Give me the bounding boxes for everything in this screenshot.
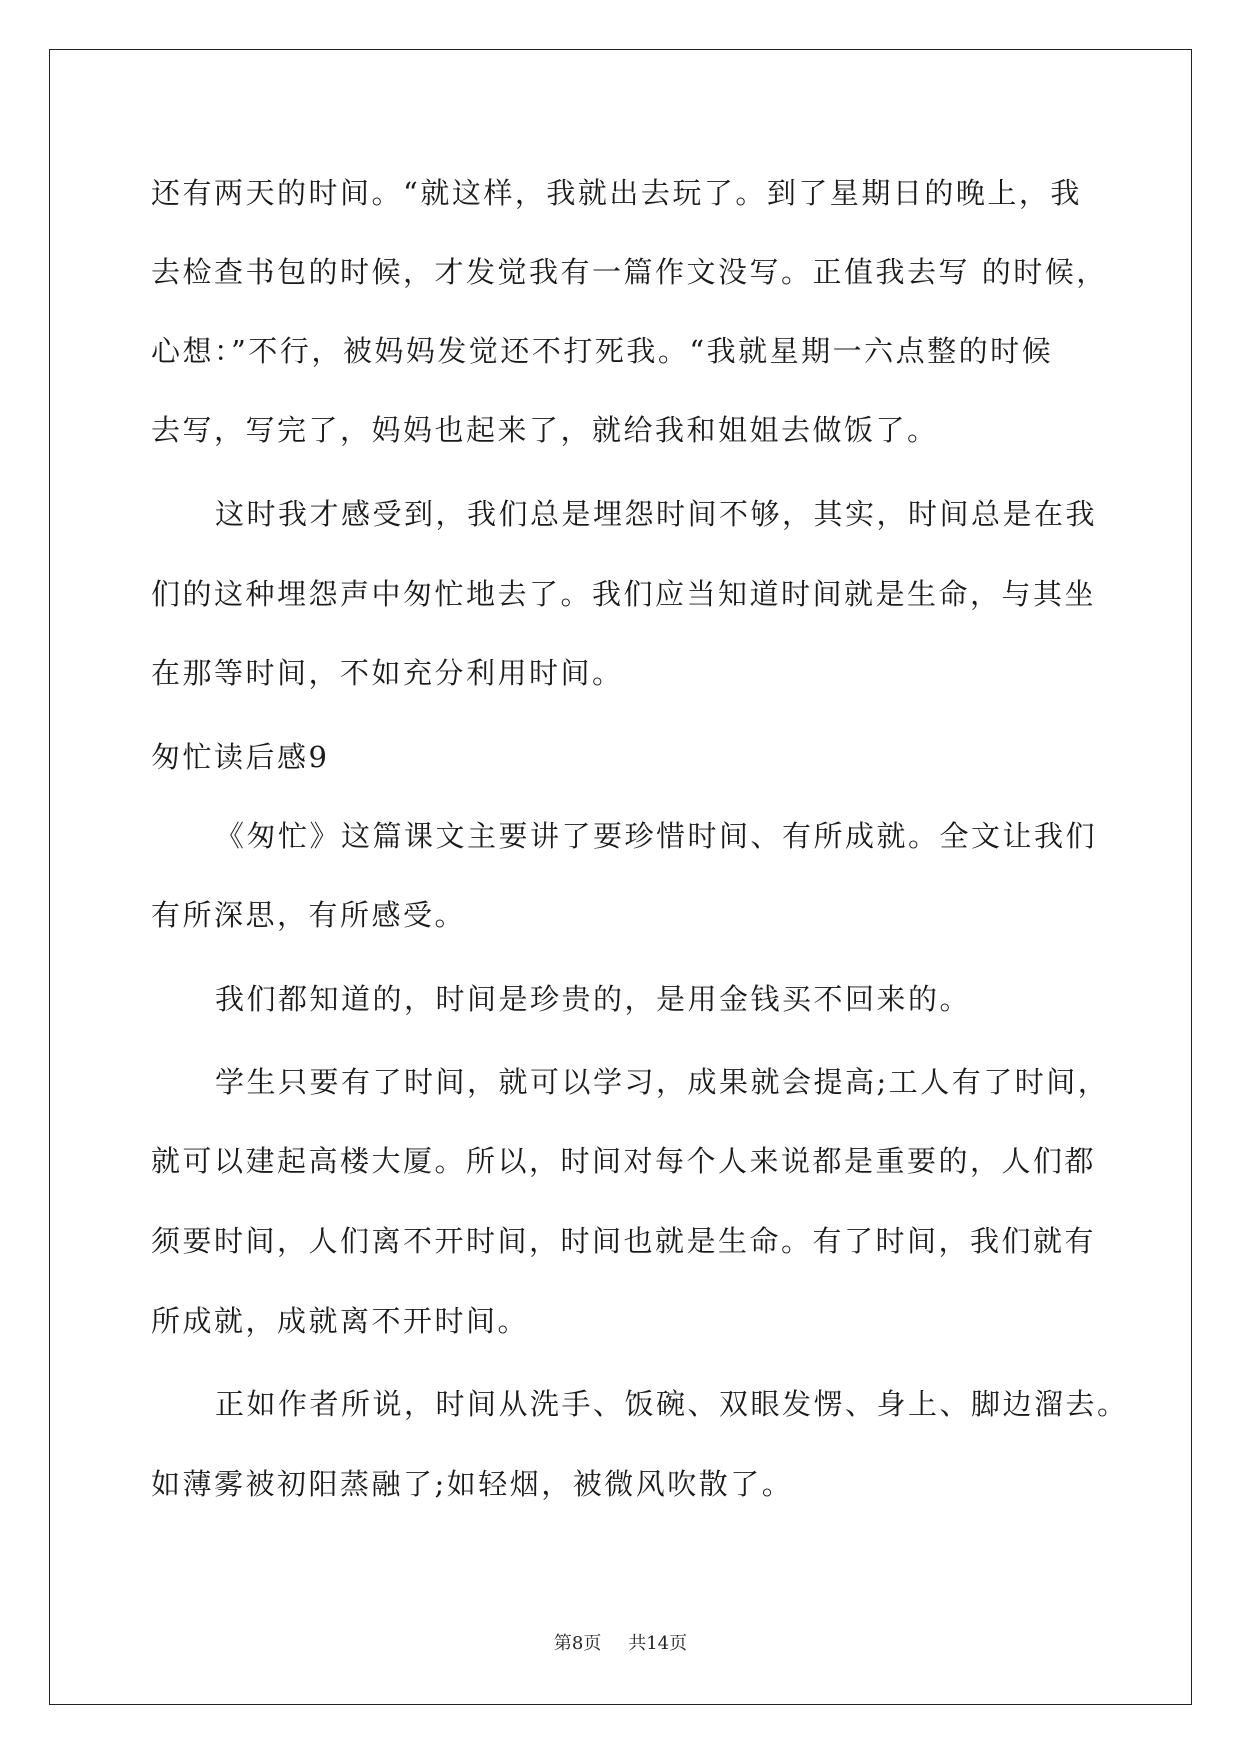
paragraph-start-line: 这时我才感受到，我们总是埋怨时间不够，其实，时间总是在我 bbox=[215, 497, 1098, 531]
text-line: 们的这种埋怨声中匆忙地去了。我们应当知道时间就是生命，与其坐 bbox=[151, 577, 1097, 611]
text-line: 有所深思，有所感受。 bbox=[151, 898, 467, 932]
paragraph-start-line: 《匆忙》这篇课文主要讲了要珍惜时间、有所成就。全文让我们 bbox=[215, 819, 1098, 853]
text-line: 去检查书包的时候，才发觉我有一篇作文没写。正值我去写 的时候， bbox=[151, 255, 1108, 289]
paragraph-start-line: 我们都知道的，时间是珍贵的，是用金钱买不回来的。 bbox=[215, 982, 972, 1016]
paragraph-start-line: 学生只要有了时间，就可以学习，成果就会提高;工人有了时间， bbox=[215, 1065, 1110, 1099]
text-line: 须要时间，人们离不开时间，时间也就是生命。有了时间，我们就有 bbox=[151, 1224, 1097, 1258]
paragraph-start-line: 正如作者所说，时间从洗手、饭碗、双眼发愣、身上、脚边溜去。 bbox=[215, 1387, 1129, 1421]
page-number-total: 共14页 bbox=[628, 1633, 688, 1654]
section-heading: 匆忙读后感9 bbox=[151, 740, 330, 774]
page-border bbox=[49, 49, 1192, 1705]
text-line: 还有两天的时间。“就这样，我就出去玩了。到了星期日的晚上，我 bbox=[151, 176, 1082, 210]
text-line: 在那等时间，不如充分利用时间。 bbox=[151, 656, 624, 690]
text-line: 去写，写完了，妈妈也起来了，就给我和姐姐去做饭了。 bbox=[151, 413, 939, 447]
text-line: 如薄雾被初阳蒸融了;如轻烟，被微风吹散了。 bbox=[151, 1467, 794, 1501]
page-number-current: 第8页 bbox=[553, 1633, 602, 1654]
text-line: 心想：”不行，被妈妈发觉还不打死我。“我就星期一六点整的时候 bbox=[151, 334, 1054, 368]
text-line: 就可以建起高楼大厦。所以，时间对每个人来说都是重要的，人们都 bbox=[151, 1144, 1097, 1178]
text-line: 所成就，成就离不开时间。 bbox=[151, 1304, 530, 1338]
page-footer bbox=[0, 1632, 1241, 1656]
